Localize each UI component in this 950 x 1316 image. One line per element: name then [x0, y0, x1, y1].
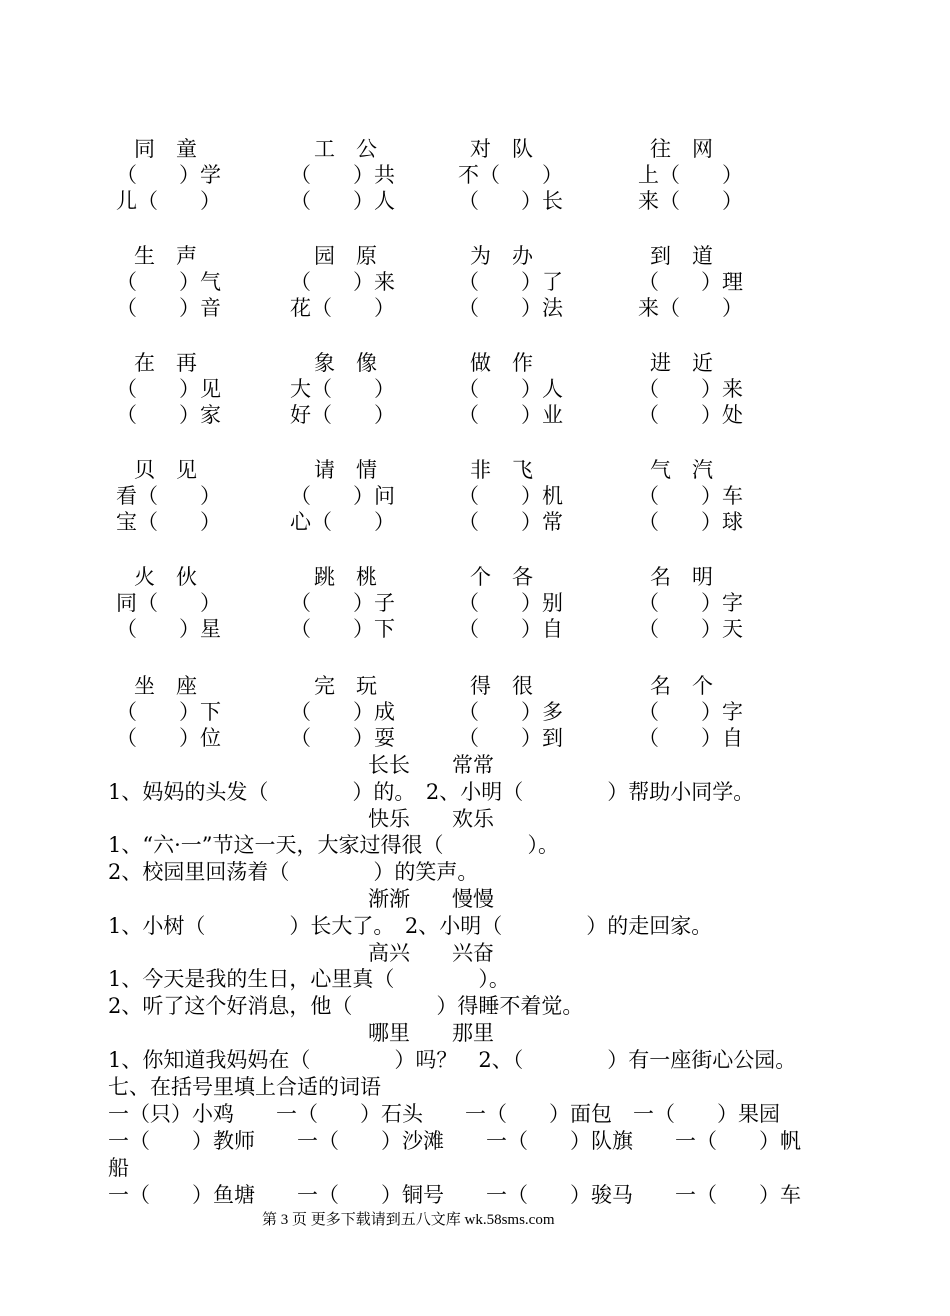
homophone-pair: 完 玩	[314, 674, 377, 698]
blank-item: （ ）家	[116, 403, 221, 427]
blank-item: （ ）长	[458, 189, 563, 213]
blank-item: （ ）多	[458, 700, 563, 724]
homophone-pair: 象 像	[314, 351, 377, 375]
blank-item: （ ）音	[116, 296, 221, 320]
word-pair-header: 长长 常常	[368, 753, 494, 777]
blank-item: 好（ ）	[290, 403, 395, 427]
blank-item: （ ）气	[116, 270, 221, 294]
blank-item: （ ）理	[638, 270, 743, 294]
homophone-pair: 在 再	[134, 351, 197, 375]
measure-line: 一（ ）教师 一（ ）沙滩 一（ ）队旗 一（ ）帆	[108, 1129, 801, 1153]
page-footer: 第 3 页 更多下载请到五八文库 wk.58sms.com	[262, 1212, 555, 1228]
blank-item: （ ）子	[290, 591, 395, 615]
homophone-pair: 进 近	[650, 351, 713, 375]
word-pair-header: 快乐 欢乐	[368, 806, 494, 831]
blank-item: （ ）了	[458, 270, 563, 294]
blank-item: （ ）业	[458, 403, 563, 427]
blank-item: （ ）字	[638, 591, 743, 615]
blank-item: 上（ ）	[638, 163, 743, 187]
blank-item: 来（ ）	[638, 296, 743, 320]
blank-item: 儿（ ）	[116, 189, 221, 213]
word-pair-header: 哪里 那里	[368, 1021, 494, 1045]
homophone-pair: 非 飞	[470, 458, 533, 482]
homophone-pair: 个 各	[470, 565, 533, 589]
blank-item: 宝（ ）	[116, 510, 221, 534]
fill-sentence: 1、妈妈的头发（ ）的。 2、小明（ ）帮助小同学。	[108, 779, 755, 804]
blank-item: （ ）耍	[290, 726, 395, 750]
blank-item: （ ）机	[458, 484, 563, 508]
homophone-pair: 火 伙	[134, 565, 197, 589]
homophone-pair: 名 个	[650, 674, 713, 698]
blank-item: （ ）人	[458, 377, 563, 401]
homophone-pair: 到 道	[650, 244, 713, 268]
fill-sentence: 2、听了这个好消息，他（ ）得睡不着觉。	[108, 994, 584, 1019]
measure-line: 一（只）小鸡 一（ ）石头 一（ ）面包 一（ ）果园	[108, 1102, 780, 1126]
fill-sentence: 1、你知道我妈妈在（ ）吗？ 2、（ ）有一座街心公园。	[108, 1047, 797, 1072]
blank-item: （ ）见	[116, 377, 221, 401]
measure-line: 船	[108, 1156, 129, 1180]
blank-item: （ ）自	[638, 726, 743, 750]
blank-item: 同（ ）	[116, 591, 221, 615]
blank-item: （ ）人	[290, 189, 395, 213]
homophone-pair: 请 情	[314, 458, 377, 482]
blank-item: （ ）到	[458, 726, 563, 750]
blank-item: 心（ ）	[290, 510, 395, 534]
section-title: 七、在括号里填上合适的词语	[108, 1075, 381, 1099]
blank-item: （ ）位	[116, 726, 221, 750]
blank-item: （ ）字	[638, 700, 743, 724]
homophone-pair: 为 办	[470, 244, 533, 268]
homophone-pair: 名 明	[650, 565, 713, 589]
fill-sentence: 2、校园里回荡着（ ）的笑声。	[108, 860, 479, 885]
homophone-pair: 生 声	[134, 244, 197, 268]
measure-line: 一（ ）鱼塘 一（ ）铜号 一（ ）骏马 一（ ）车	[108, 1183, 801, 1207]
blank-item: （ ）车	[638, 484, 743, 508]
homophone-pair: 贝 见	[134, 458, 197, 482]
blank-item: 看（ ）	[116, 484, 221, 508]
fill-sentence: 1、小树（ ）长大了。 2、小明（ ）的走回家。	[108, 913, 713, 938]
fill-sentence: 1、“六·一”节这一天，大家过得很（ ）。	[108, 833, 560, 858]
word-pair-header: 高兴 兴奋	[368, 940, 494, 965]
homophone-pair: 得 很	[470, 674, 533, 698]
blank-item: （ ）法	[458, 296, 563, 320]
homophone-pair: 对 队	[470, 137, 533, 161]
blank-item: （ ）成	[290, 700, 395, 724]
blank-item: （ ）下	[116, 700, 221, 724]
blank-item: （ ）问	[290, 484, 395, 508]
blank-item: （ ）学	[116, 163, 221, 187]
homophone-pair: 工 公	[314, 137, 377, 161]
blank-item: 来（ ）	[638, 189, 743, 213]
blank-item: （ ）星	[116, 617, 221, 641]
blank-item: （ ）来	[638, 377, 743, 401]
fill-sentence: 1、今天是我的生日，心里真（ ）。	[108, 967, 510, 992]
homophone-pair: 园 原	[314, 244, 377, 268]
homophone-pair: 往 网	[650, 137, 713, 161]
blank-item: （ ）自	[458, 617, 563, 641]
blank-item: 花（ ）	[290, 296, 395, 320]
blank-item: 大（ ）	[290, 377, 395, 401]
word-pair-header: 渐渐 慢慢	[368, 887, 494, 911]
blank-item: （ ）常	[458, 510, 563, 534]
homophone-pair: 坐 座	[134, 674, 197, 698]
blank-item: （ ）来	[290, 270, 395, 294]
blank-item: （ ）球	[638, 510, 743, 534]
homophone-pair: 同 童	[134, 137, 197, 161]
homophone-pair: 气 汽	[650, 458, 713, 482]
blank-item: 不（ ）	[458, 163, 563, 187]
homophone-pair: 跳 桃	[314, 565, 377, 589]
homophone-pair: 做 作	[470, 351, 533, 375]
blank-item: （ ）共	[290, 163, 395, 187]
blank-item: （ ）下	[290, 617, 395, 641]
blank-item: （ ）处	[638, 403, 743, 427]
blank-item: （ ）别	[458, 591, 563, 615]
blank-item: （ ）天	[638, 617, 743, 641]
